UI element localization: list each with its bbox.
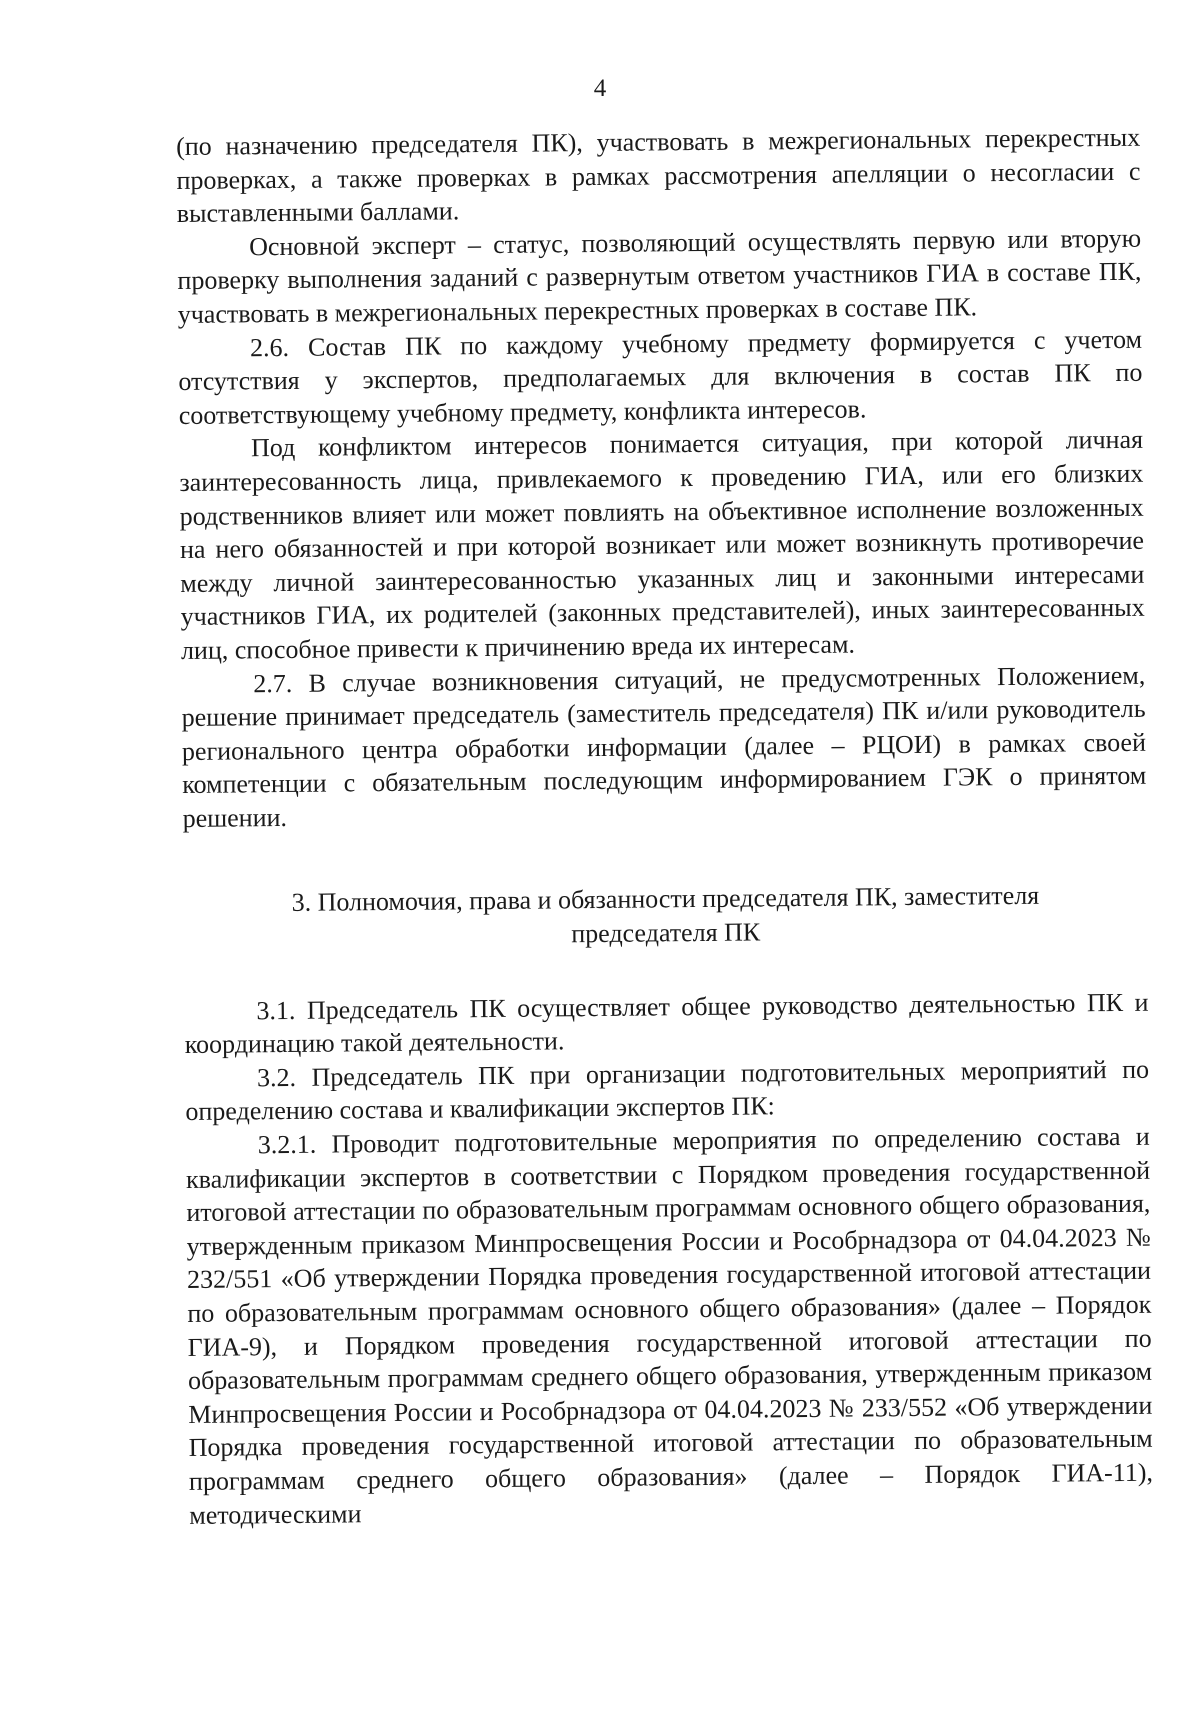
paragraph-2-6: 2.6. Состав ПК по каждому учебному предмету формируется с учетом отсутствия у экспертов, предполагаемых для включения в состав ПК по соответствующему учебному предмету, конфликта интересов.: [178, 324, 1143, 430]
section-heading-line-1: 3. Полномочия, права и обязанности председателя ПК, заместителя: [291, 881, 1040, 918]
document-body: [176, 121, 1153, 1532]
paragraph-conflict-of-interest: Под конфликтом интересов понимается ситуация, при которой личная заинтересованность лица, привлекаемого к проведению ГИА, или его близких родственников влияет или может повлиять на объективное исполнение возложенных на него обязанностей и при которой возникает или может возникнуть противоречие между личной заинтересованностью указанных лиц и законными интересами участников ГИА, их родителей (законных представителей), иных заинтересованных лиц, способное привести к причинению вреда их интересам.: [179, 425, 1145, 665]
section-heading-line-2: председателя ПК: [571, 917, 761, 949]
page-number: 4: [593, 75, 607, 102]
paragraph-3-1: 3.1. Председатель ПК осуществляет общее руководство деятельностью ПК и координацию такой деятельности.: [184, 987, 1149, 1060]
section-heading-3: [183, 878, 1148, 954]
paragraph-main-expert: Основной эксперт – статус, позволяющий осуществлять первую или вторую проверку выполнения заданий с развернутым ответом участников ГИА в составе ПК, участвовать в межрегиональных перекрестных проверках в составе ПК.: [177, 223, 1142, 329]
paragraph-2-7: 2.7. В случае возникновения ситуаций, не предусмотренных Положением, решение принимает председатель (заместитель председателя) ПК и/или руководитель регионального центра обработки информации (далее – РЦОИ) в рамках своей компетенции с обязательным последующим информированием ГЭК о принятом решении.: [181, 660, 1147, 833]
paragraph-3-2-1: 3.2.1. Проводит подготовительные мероприятия по определению состава и квалификации экспертов в соответствии с Порядком проведения государственной итоговой аттестации по образовательным программам основного общего образования, утвержденным приказом Минпросвещения России и Рособрнадзора от 04.04.2023 № 232/551 «Об утверждении Порядка проведения государственной итоговой аттестации по образовательным программам основного общего образования» (далее – Порядок ГИА-9), и Порядком проведения государственной итоговой аттестации по образовательным программам среднего общего образования, утвержденным приказом Минпросвещения России и Рособрнадзора от 04.04.2023 № 233/552 «Об утверждении Порядка проведения государственной итоговой аттестации по образовательным программам среднего общего образования» (далее – Порядок ГИА-11), методическими: [185, 1121, 1154, 1530]
paragraph-continuation: (по назначению председателя ПК), участвовать в межрегиональных перекрестных проверках, а также проверках в рамках рассмотрения апелляции о несогласии с выставленными баллами.: [176, 122, 1141, 229]
paragraph-3-2: 3.2. Председатель ПК при организации подготовительных мероприятий по определению состава и квалификации экспертов ПК:: [185, 1054, 1150, 1127]
